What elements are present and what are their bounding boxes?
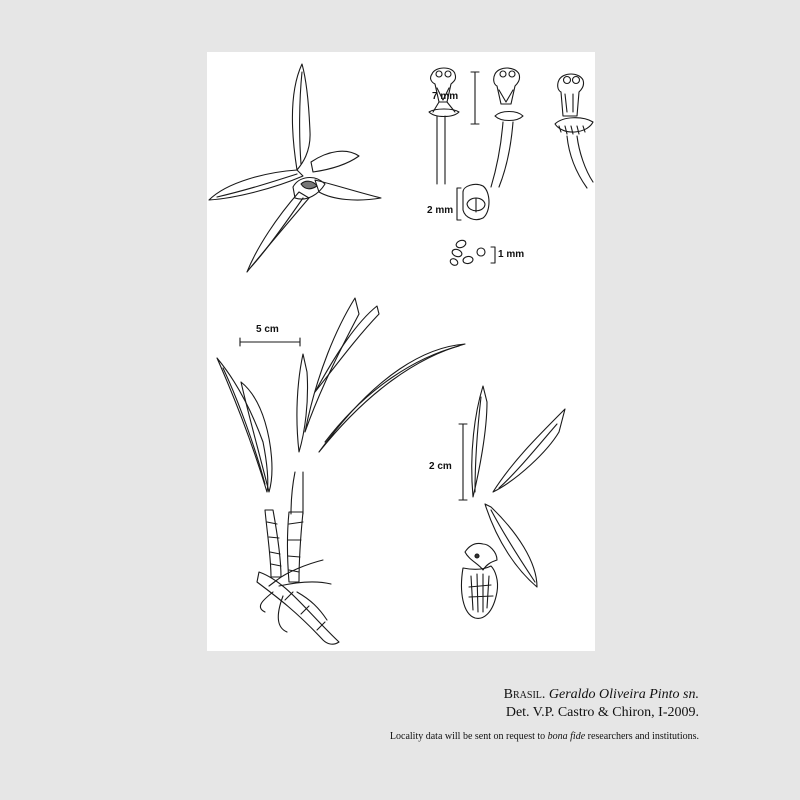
scale-label-2cm: 2 cm xyxy=(429,461,452,472)
column-detail-2 xyxy=(491,68,523,187)
locality-notice xyxy=(390,731,699,742)
scale-label-5cm: 5 cm xyxy=(256,324,279,335)
column-detail-1 xyxy=(429,68,459,184)
country-label: Brasil. xyxy=(503,687,546,702)
collection-line xyxy=(390,686,699,704)
notice-italic: bona fide xyxy=(547,731,586,742)
column-detail-3 xyxy=(555,74,593,188)
illustration-plate xyxy=(207,52,595,651)
notice-prefix: Locality data will be sent on request to xyxy=(389,731,546,742)
pollinia-drawing xyxy=(449,239,495,267)
anther-drawing xyxy=(457,184,489,220)
scale-label-2mm: 2 mm xyxy=(427,205,454,216)
perianth-parts-drawing xyxy=(459,386,565,618)
specimen-caption xyxy=(390,686,699,742)
flower-drawing xyxy=(209,64,381,272)
plant-habit-drawing xyxy=(217,298,465,644)
notice-suffix: researchers and institutions. xyxy=(587,731,699,742)
collector-name: Geraldo Oliveira Pinto sn. xyxy=(548,687,699,702)
determination-line: Det. V.P. Castro & Chiron, I-2009. xyxy=(505,705,699,720)
scale-label-1mm: 1 mm xyxy=(498,249,525,260)
scale-label-7mm: 7 mm xyxy=(432,91,459,102)
scale-bar-7mm xyxy=(471,72,479,124)
